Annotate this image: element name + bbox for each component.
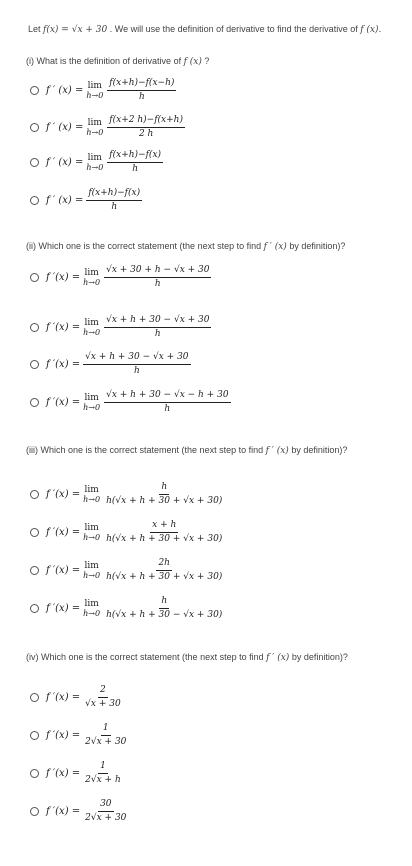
- q3-option-1[interactable]: [30, 482, 224, 507]
- denominator: h: [111, 202, 118, 212]
- limit-text: lim: [84, 317, 99, 328]
- radio-button[interactable]: [30, 323, 39, 332]
- question-4-label: [26, 652, 348, 663]
- denominator: h(√x + h + 30 + √x + 30): [106, 534, 223, 544]
- q1-option-4[interactable]: [30, 188, 142, 213]
- q1-label-end: ?: [201, 56, 210, 66]
- fraction: [86, 188, 142, 213]
- q4-option-4[interactable]: [30, 799, 128, 824]
- option-lhs: f ′(x) =: [46, 272, 81, 283]
- denominator: 2√x + h: [85, 775, 121, 785]
- fraction: [83, 352, 190, 377]
- q3-option-3[interactable]: [30, 558, 224, 583]
- intro-prefix: Let: [28, 24, 44, 34]
- radio-button[interactable]: [30, 123, 39, 132]
- limit-subscript: h→0: [83, 327, 101, 337]
- option-lhs: f ′(x) =: [46, 806, 81, 817]
- limit-subscript: h→0: [83, 402, 101, 412]
- fraction: [83, 685, 123, 710]
- q4-label-text: (iv) Which one is the correct statement (the next step to find: [26, 652, 267, 662]
- denominator: h: [132, 164, 139, 174]
- q3-label-text: (iii) Which one is the correct statement (the next step to find: [26, 445, 266, 455]
- intro-function: f(x) = √x + 30: [43, 25, 108, 35]
- radio-button[interactable]: [30, 273, 39, 282]
- limit-operator: [83, 319, 100, 337]
- numerator: 2h: [156, 558, 172, 571]
- radio-button[interactable]: [30, 398, 39, 407]
- denominator: 2 h: [138, 129, 154, 139]
- q2-label-text: (ii) Which one is the correct statement (the next step to find: [26, 241, 264, 251]
- question-3-label: [26, 445, 347, 456]
- limit-text: lim: [87, 152, 102, 163]
- q1-label-text: (i) What is the definition of derivative of: [26, 56, 184, 66]
- denominator: h: [133, 366, 140, 376]
- q2-label-end: by definition)?: [286, 241, 346, 251]
- q4-option-1[interactable]: [30, 685, 123, 710]
- q2-option-3[interactable]: [30, 352, 191, 377]
- option-lhs: f ′ (x) =: [46, 195, 84, 206]
- limit-text: lim: [84, 267, 99, 278]
- limit-operator: [83, 524, 100, 542]
- limit-subscript: h→0: [83, 532, 101, 542]
- option-lhs: f ′(x) =: [46, 527, 81, 538]
- radio-button[interactable]: [30, 693, 39, 702]
- limit-text: lim: [84, 484, 99, 495]
- limit-operator: [83, 269, 100, 287]
- q1-option-3[interactable]: [30, 150, 163, 175]
- numerator: 1: [98, 761, 108, 774]
- limit-operator: [86, 154, 103, 172]
- q1-label-fx: f (x): [183, 57, 202, 67]
- denominator: 2√x + 30: [85, 813, 127, 823]
- fraction: [83, 799, 128, 824]
- q2-option-1[interactable]: [30, 265, 211, 290]
- limit-text: lim: [84, 560, 99, 571]
- intro-suffix: . We will use the definition of derivative to find the derivative of: [107, 24, 361, 34]
- option-lhs: f ′(x) =: [46, 768, 81, 779]
- numerator: f(x+h)−f(x): [86, 188, 142, 201]
- limit-subscript: h→0: [86, 127, 104, 137]
- problem-intro: [28, 24, 381, 35]
- option-lhs: f ′(x) =: [46, 565, 81, 576]
- numerator: 2: [98, 685, 108, 698]
- limit-subscript: h→0: [83, 494, 101, 504]
- denominator: h(√x + h + 30 + √x + 30): [106, 572, 223, 582]
- option-lhs: f ′(x) =: [46, 489, 81, 500]
- q1-option-1[interactable]: [30, 78, 176, 103]
- fraction: [104, 390, 230, 415]
- option-lhs: f ′ (x) =: [46, 85, 84, 96]
- numerator: √x + 30 + h − √x + 30: [104, 265, 211, 278]
- q3-option-4[interactable]: [30, 596, 224, 621]
- limit-operator: [86, 119, 103, 137]
- fraction: [104, 520, 224, 545]
- limit-subscript: h→0: [86, 90, 104, 100]
- fraction: [104, 482, 224, 507]
- limit-operator: [83, 600, 100, 618]
- fraction: [104, 596, 224, 621]
- option-lhs: f ′(x) =: [46, 730, 81, 741]
- numerator: 30: [98, 799, 113, 812]
- radio-button[interactable]: [30, 731, 39, 740]
- radio-button[interactable]: [30, 528, 39, 537]
- q4-label-end: by definition)?: [289, 652, 348, 662]
- option-lhs: f ′(x) =: [46, 322, 81, 333]
- fraction: [83, 723, 128, 748]
- limit-operator: [83, 394, 100, 412]
- q1-option-2[interactable]: [30, 115, 185, 140]
- limit-text: lim: [84, 392, 99, 403]
- denominator: h: [164, 404, 171, 414]
- limit-operator: [83, 486, 100, 504]
- numerator: x + h: [150, 520, 178, 533]
- option-lhs: f ′ (x) =: [46, 157, 84, 168]
- numerator: f(x+2 h)−f(x+h): [107, 115, 185, 128]
- radio-button[interactable]: [30, 566, 39, 575]
- numerator: √x + h + 30 − √x − h + 30: [104, 390, 230, 403]
- radio-button[interactable]: [30, 86, 39, 95]
- radio-button[interactable]: [30, 490, 39, 499]
- numerator: √x + h + 30 − √x + 30: [83, 352, 190, 365]
- denominator: h(√x + h + 30 + √x + 30): [106, 496, 223, 506]
- radio-button[interactable]: [30, 769, 39, 778]
- numerator: √x + h + 30 − √x + 30: [104, 315, 211, 328]
- denominator: h(√x + h + 30 − √x + 30): [106, 610, 223, 620]
- radio-button[interactable]: [30, 360, 39, 369]
- denominator: h: [154, 329, 161, 339]
- numerator: h: [159, 596, 169, 609]
- radio-button[interactable]: [30, 604, 39, 613]
- limit-subscript: h→0: [86, 162, 104, 172]
- numerator: f(x+h)−f(x−h): [107, 78, 176, 91]
- q2-label-fx: f ′ (x): [263, 242, 287, 252]
- numerator: f(x+h)−f(x): [107, 150, 163, 163]
- fraction: [104, 315, 211, 340]
- fraction: [107, 78, 176, 103]
- numerator: h: [159, 482, 169, 495]
- limit-text: lim: [84, 522, 99, 533]
- q4-option-3[interactable]: [30, 761, 123, 786]
- limit-subscript: h→0: [83, 608, 101, 618]
- option-lhs: f ′(x) =: [46, 397, 81, 408]
- limit-text: lim: [84, 598, 99, 609]
- limit-operator: [83, 562, 100, 580]
- q2-option-4[interactable]: [30, 390, 231, 415]
- denominator: √x + 30: [85, 699, 121, 709]
- denominator: h: [138, 92, 145, 102]
- limit-operator: [86, 82, 103, 100]
- limit-text: lim: [87, 117, 102, 128]
- radio-button[interactable]: [30, 807, 39, 816]
- denominator: h: [154, 279, 161, 289]
- fraction: [104, 265, 211, 290]
- q3-option-2[interactable]: [30, 520, 224, 545]
- limit-subscript: h→0: [83, 277, 101, 287]
- option-lhs: f ′(x) =: [46, 359, 81, 370]
- denominator: 2√x + 30: [85, 737, 127, 747]
- q3-label-end: by definition)?: [288, 445, 348, 455]
- limit-text: lim: [87, 80, 102, 91]
- q4-option-2[interactable]: [30, 723, 128, 748]
- radio-button[interactable]: [30, 196, 39, 205]
- q2-option-2[interactable]: [30, 315, 211, 340]
- radio-button[interactable]: [30, 158, 39, 167]
- fraction: [104, 558, 224, 583]
- question-1-label: [26, 56, 209, 67]
- option-lhs: f ′(x) =: [46, 692, 81, 703]
- numerator: 1: [101, 723, 111, 736]
- limit-subscript: h→0: [83, 570, 101, 580]
- fraction: [83, 761, 123, 786]
- fraction: [107, 115, 185, 140]
- question-2-label: [26, 241, 345, 252]
- q3-label-fx: f ′ (x): [265, 446, 289, 456]
- option-lhs: f ′ (x) =: [46, 122, 84, 133]
- fraction: [107, 150, 163, 175]
- intro-fx: f (x).: [360, 25, 382, 35]
- q4-label-fx: f ′ (x): [266, 653, 290, 663]
- option-lhs: f ′(x) =: [46, 603, 81, 614]
